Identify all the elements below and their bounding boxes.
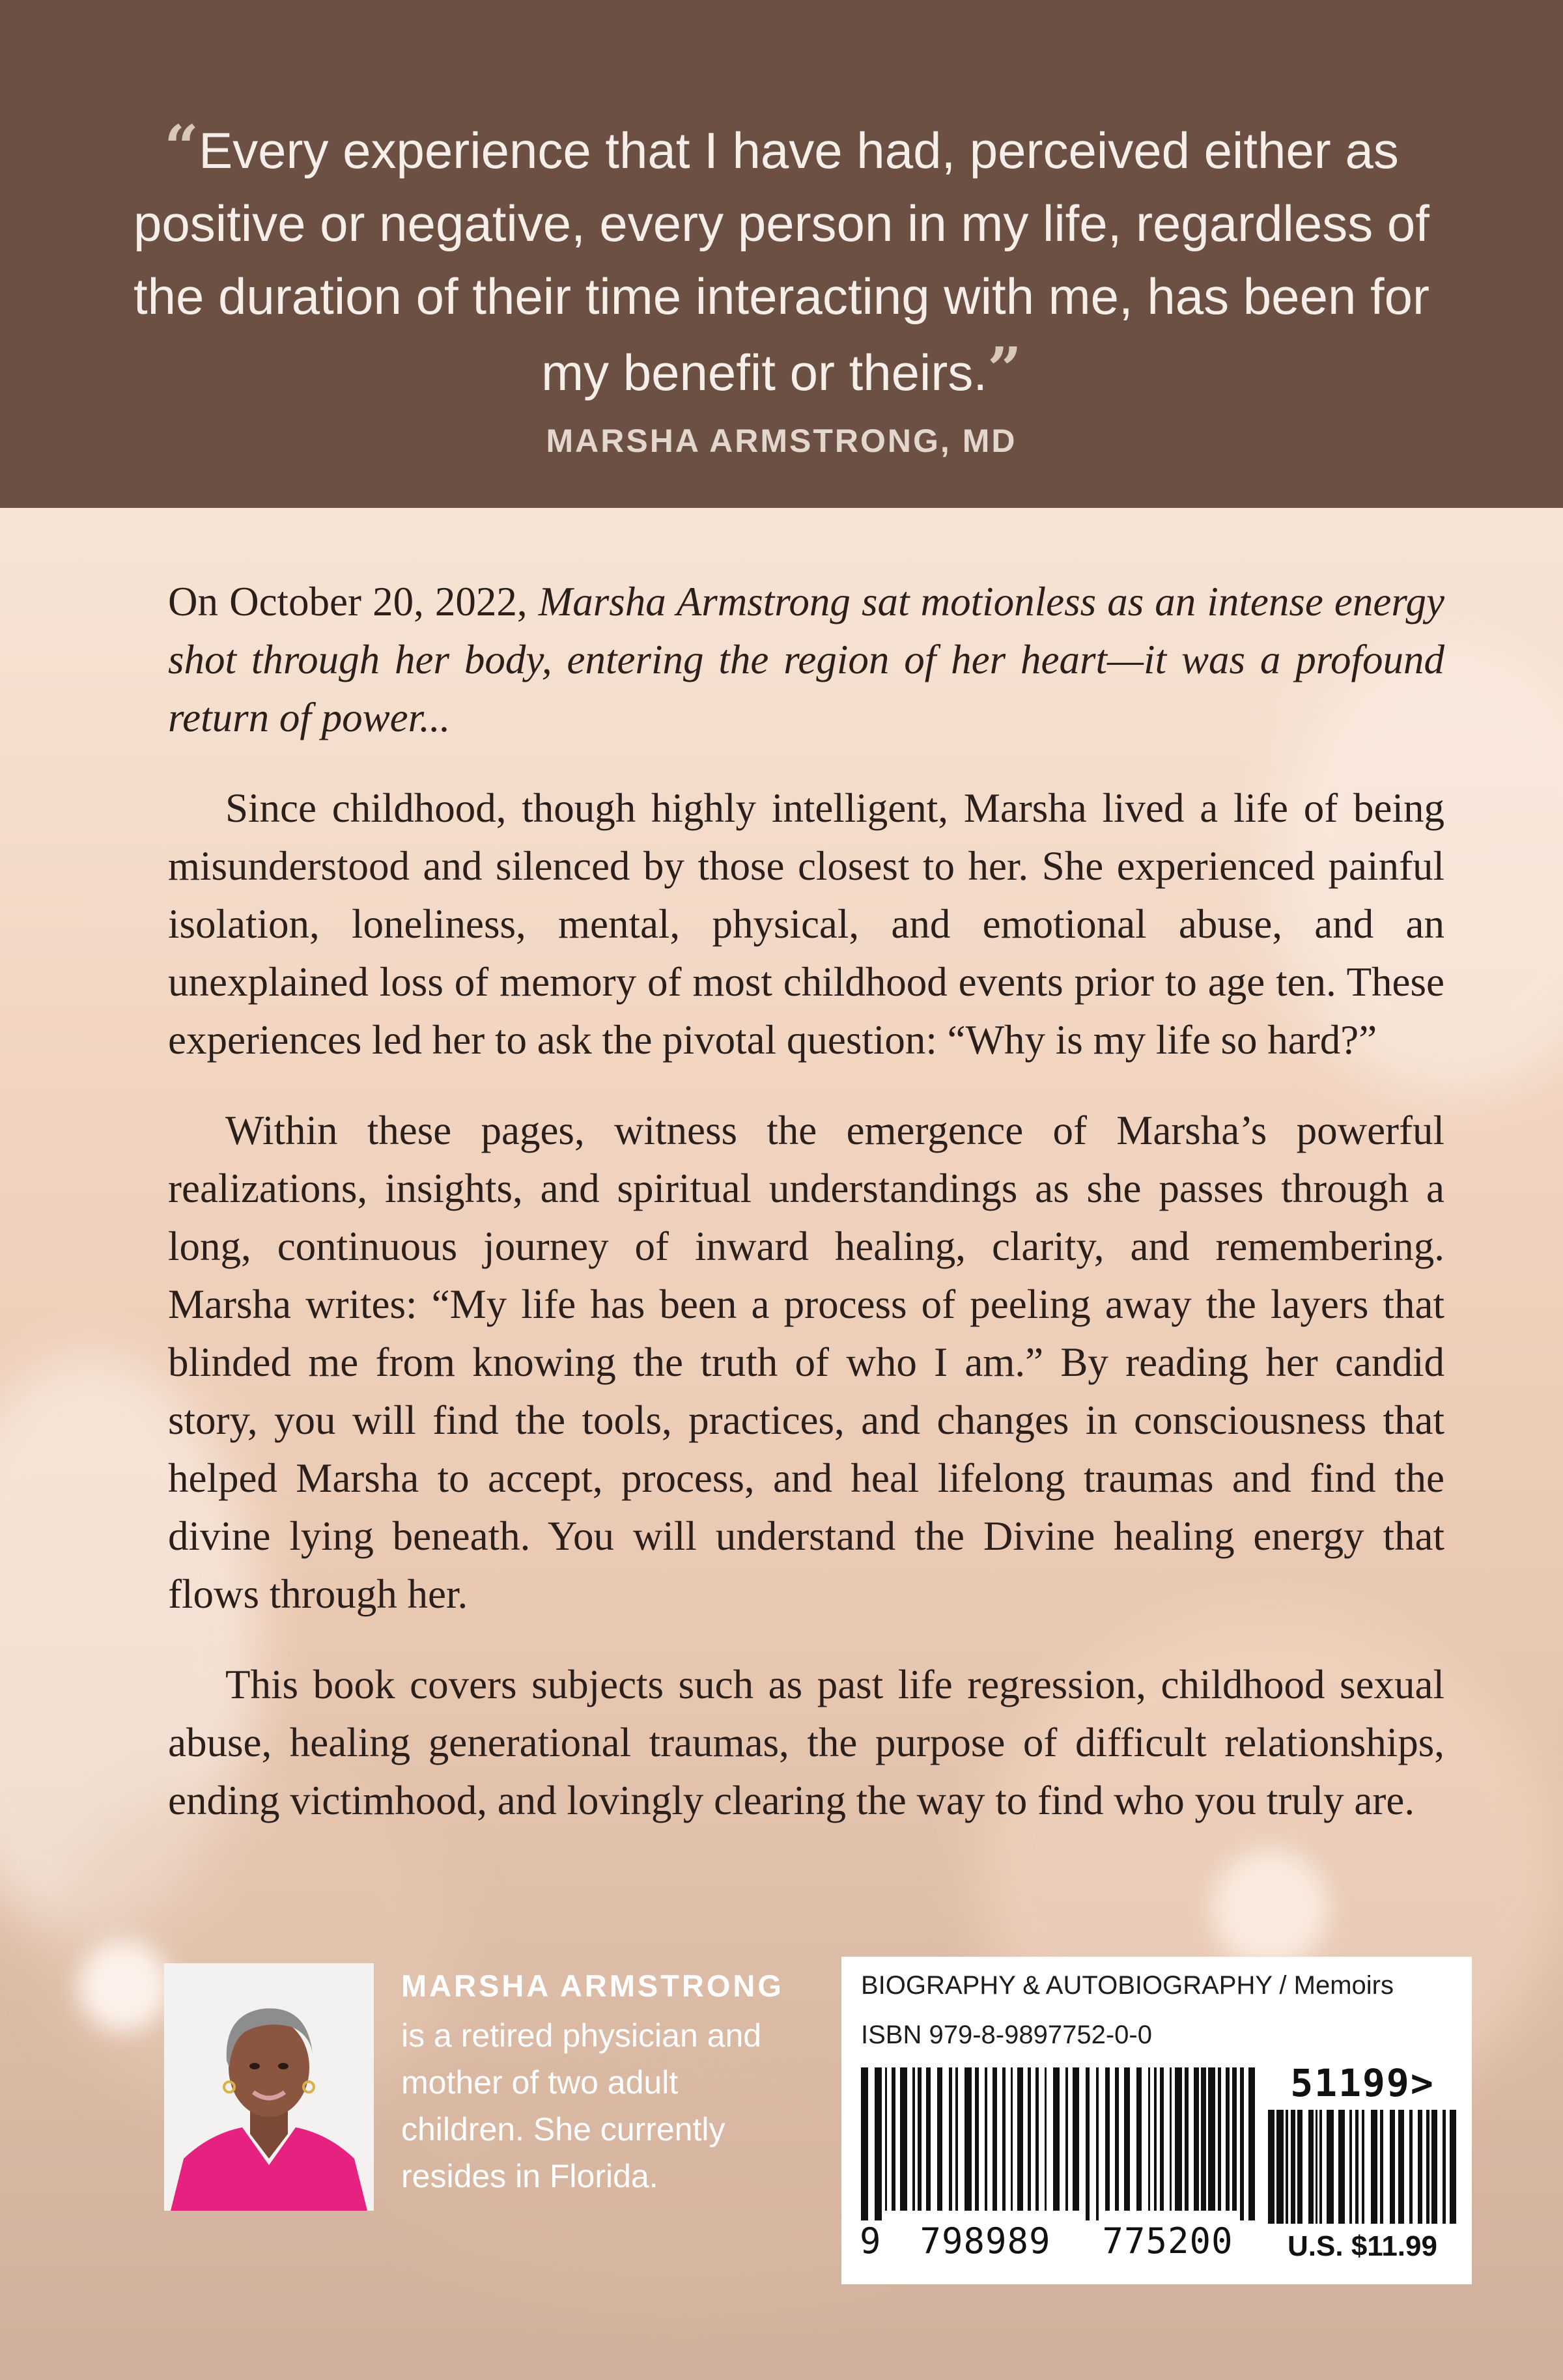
pull-quote <box>130 111 1433 409</box>
pull-quote-text: Every experience that I have had, perceived either as positive or negative, every person in my life, regardless of the duration of their time interacting with me, has been for my benefit or theirs. <box>133 122 1430 401</box>
barcode-bar <box>1248 2067 1255 2220</box>
ean-barcode <box>861 2067 1258 2220</box>
author-photo <box>164 1963 374 2211</box>
barcode-bar <box>1028 2067 1031 2211</box>
author-name: MARSHA ARMSTRONG <box>401 1968 784 2003</box>
barcode-bar <box>1170 2067 1172 2211</box>
barcode-bar <box>1154 2067 1157 2211</box>
barcode-bar <box>1136 2067 1142 2211</box>
open-quote-mark: “ <box>164 112 199 182</box>
barcode-bar <box>861 2067 868 2220</box>
barcode-bar <box>1398 2110 1404 2224</box>
barcode-bar <box>912 2067 915 2211</box>
close-quote-mark: ” <box>987 334 1022 404</box>
barcode-bar <box>1124 2067 1130 2211</box>
barcode-bar <box>955 2067 958 2211</box>
barcode-bar <box>1380 2110 1383 2224</box>
barcode-lead-digit: 9 <box>860 2220 881 2261</box>
barcode-bar <box>1297 2110 1302 2224</box>
barcode-bar <box>1185 2067 1189 2211</box>
barcode-bar <box>975 2067 979 2211</box>
barcode-bar <box>1035 2067 1039 2211</box>
barcode-bar <box>918 2067 922 2211</box>
barcode-bar <box>885 2067 887 2211</box>
barcode-bar <box>1431 2110 1437 2224</box>
barcode-bar <box>1175 2067 1182 2211</box>
isbn-number: ISBN 979-8-9897752-0-0 <box>861 2021 1152 2049</box>
barcode-bar <box>1073 2067 1079 2211</box>
description-paragraph-4: This book covers subjects such as past life regression, childhood sexual abuse, healing generational traumas, the purpose of difficult relationships, ending victimhood, and lovingly clearing the way to find who you truly are. <box>168 1662 1444 1823</box>
barcode-bar <box>1002 2067 1006 2211</box>
barcode-bar <box>1426 2110 1429 2224</box>
barcode-bar <box>1443 2110 1446 2224</box>
barcode-right-digits: 775200 <box>1102 2220 1233 2261</box>
barcode-bar <box>875 2067 882 2220</box>
barcode-panel <box>841 1957 1472 2284</box>
barcode-bar <box>985 2067 987 2211</box>
barcode-bar <box>1105 2067 1110 2211</box>
barcode-bar <box>1349 2110 1352 2224</box>
lede-paragraph <box>168 573 1444 747</box>
barcode-bar <box>1194 2067 1199 2211</box>
description-paragraph-2: Since childhood, though highly intelligent, Marsha lived a life of being misunderstood and silenced by those closest to her. She experienced painful isolation, loneliness, mental, physical, and emotional abuse, and an unexplained loss of memory of most childhood events prior to age ten. These experiences led her to ask the pivotal question: “Why is my life so hard?” <box>168 785 1444 1063</box>
barcode-bar <box>1086 2067 1090 2220</box>
barcode-bar <box>1045 2067 1047 2211</box>
barcode-bar <box>1065 2067 1068 2211</box>
barcode-bar <box>1240 2067 1244 2220</box>
barcode-bar <box>1276 2110 1284 2224</box>
quote-band <box>0 0 1563 508</box>
barcode-bar <box>1316 2110 1317 2224</box>
barcode-bar <box>1268 2110 1274 2224</box>
barcode-bar <box>1218 2067 1221 2211</box>
barcode-bar <box>1355 2110 1359 2224</box>
barcode-bar <box>1291 2110 1295 2224</box>
barcode-bar <box>900 2067 907 2211</box>
barcode-bar <box>1390 2110 1395 2224</box>
lede-italic: Marsha Armstrong sat motionless as an intense energy shot through her body, entering the region of her heart—it was a profound return of power... <box>168 579 1444 740</box>
book-description <box>168 573 1444 1862</box>
barcode-bar <box>1201 2067 1206 2211</box>
barcode-left-digits: 798989 <box>920 2220 1051 2261</box>
barcode-bar <box>892 2067 895 2211</box>
barcode-bar <box>1160 2067 1164 2211</box>
barcode-bar <box>1286 2110 1288 2224</box>
barcode-bar <box>1409 2110 1413 2224</box>
lede-date: On October 20, 2022, <box>168 579 539 624</box>
cover-price: U.S. $11.99 <box>1288 2230 1437 2262</box>
barcode-bar <box>1115 2067 1119 2211</box>
author-portrait-illustration <box>164 1963 374 2211</box>
barcode-bar <box>965 2067 972 2211</box>
barcode-bar <box>1319 2110 1322 2224</box>
barcode-bar <box>1232 2067 1237 2211</box>
barcode-bar <box>1148 2067 1150 2211</box>
barcode-bar <box>1308 2110 1314 2224</box>
barcode-bar <box>1327 2110 1334 2224</box>
barcode-bar <box>1338 2110 1345 2224</box>
barcode-bar <box>949 2067 952 2211</box>
barcode-bar <box>1096 2067 1099 2220</box>
barcode-bar <box>1450 2110 1456 2224</box>
barcode-bar <box>937 2067 942 2211</box>
barcode-bar <box>1226 2067 1230 2211</box>
author-bio: is a retired physician and mother of two adult children. She currently resides in Florida. <box>401 2017 762 2194</box>
barcode-bar <box>993 2067 997 2211</box>
barcode-bar <box>1418 2110 1422 2224</box>
description-paragraph-3: Within these pages, witness the emergence of Marsha’s powerful realizations, insights, and spiritual understandings as she passes through a long, continuous journey of inward healing, clarity, and remembering. Marsha writes: “My life has been a process of peeling away the layers that blinded me from knowing the truth of who I am.” By reading her candid story, you will find the tools, practices, and changes in consciousness that helped Marsha to accept, process, and heal lifelong traumas and find the divine lying beneath. You will understand the Divine healing energy that flows through her. <box>168 1108 1444 1617</box>
barcode-bar <box>1053 2067 1060 2211</box>
quote-attribution: MARSHA ARMSTRONG, MD <box>546 423 1017 459</box>
barcode-bar <box>1208 2067 1215 2211</box>
barcode-bar <box>1011 2067 1013 2211</box>
addon-barcode <box>1268 2110 1457 2224</box>
barcode-bar <box>1371 2110 1377 2224</box>
barcode-bar <box>1362 2110 1364 2224</box>
barcode-bar <box>926 2067 931 2211</box>
price-addon-code: 51199> <box>1290 2061 1435 2105</box>
bisac-category: BIOGRAPHY & AUTOBIOGRAPHY / Memoirs <box>861 1971 1394 2000</box>
barcode-bar <box>1017 2067 1023 2211</box>
